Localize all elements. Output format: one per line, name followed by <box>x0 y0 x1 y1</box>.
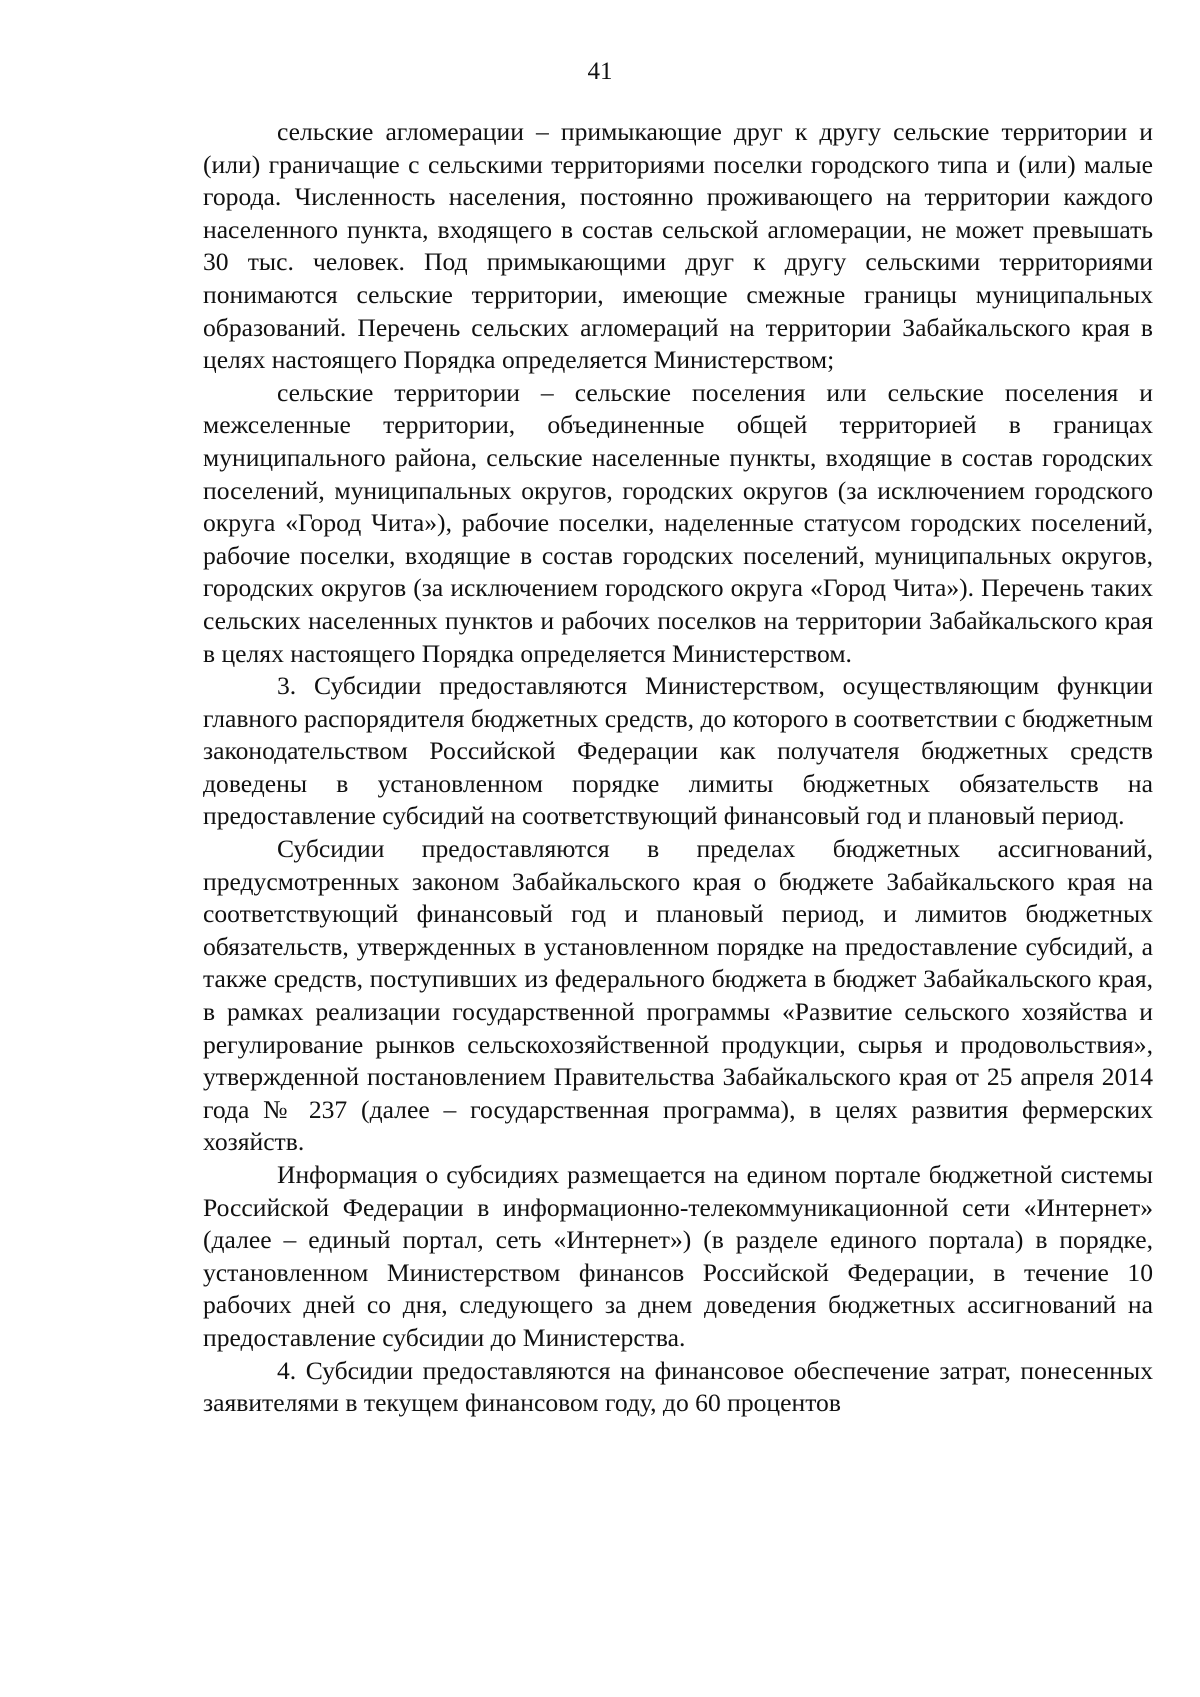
paragraph-portal-information: Информация о субсидиях размещается на едином портале бюджетной системы Российской Федерации в информационно-телекоммуникационной сети «Интернет» (далее – единый портал, сеть «Интернет») (в разделе единого портала) в порядке, установленном Министерством финансов Российской Федерации, в течение 10 рабочих дней со дня, следующего за днем доведения бюджетных ассигнований на предоставление субсидии до Министерства. <box>203 1160 1153 1352</box>
paragraph-rural-agglomerations: сельские агломерации – примыкающие друг к другу сельские территории и (или) граничащие с сельскими территориями поселки городского типа и (или) малые города. Численность населения, постоянно проживающего на территории каждого населенного пункта, входящего в состав сельской агломерации, не может превышать 30 тыс. человек. Под примыкающими друг к другу сельскими территориями понимаются сельские территории, имеющие смежные границы муниципальных образований. Перечень сельских агломераций на территории Забайкальского края в целях настоящего Порядка определяется Министерством; <box>203 117 1153 375</box>
paragraph-rural-territories: сельские территории – сельские поселения или сельские поселения и межселенные территории, объединенные общей территорией в границах муниципального района, сельские населенные пункты, входящие в состав городских поселений, муниципальных округов, городских округов (за исключением городского округа «Город Чита»), рабочие поселки, наделенные статусом городских поселений, рабочие поселки, входящие в состав городских поселений, муниципальных округов, городских округов (за исключением городского округа «Город Чита»). Перечень таких сельских населенных пунктов и рабочих поселков на территории Забайкальского края в целях настоящего Порядка определяется Министерством. <box>203 377 1153 668</box>
paragraph-item-3: 3. Субсидии предоставляются Министерством, осуществляющим функции главного распорядителя бюджетных средств, до которого в соответствии с бюджетным законодательством Российской Федерации как получателя бюджетных средств доведены в установленном порядке лимиты бюджетных обязательств на предоставление субсидий на соответствующий финансовый год и плановый период. <box>203 671 1153 831</box>
paragraph-item-4: 4. Субсидии предоставляются на финансовое обеспечение затрат, понесенных заявителями в текущем финансовом году, до 60 процентов <box>203 1355 1153 1418</box>
paragraph-budget-allocations: Субсидии предоставляются в пределах бюджетных ассигнований, предусмотренных законом Забайкальского края о бюджете Забайкальского края на соответствующий финансовый год и плановый период, и лимитов бюджетных обязательств, утвержденных в установленном порядке на предоставление субсидий, а также средств, поступивших из федерального бюджета в бюджет Забайкальского края, в рамках реализации государственной программы «Развитие сельского хозяйства и регулирование рынков сельскохозяйственной продукции, сырья и продовольствия», утвержденной постановлением Правительства Забайкальского края от 25 апреля 2014 года № 237 (далее – государственная программа), в целях развития фермерских хозяйств. <box>203 834 1153 1157</box>
page-number: 41 <box>587 58 613 85</box>
document-body <box>203 116 1153 1420</box>
